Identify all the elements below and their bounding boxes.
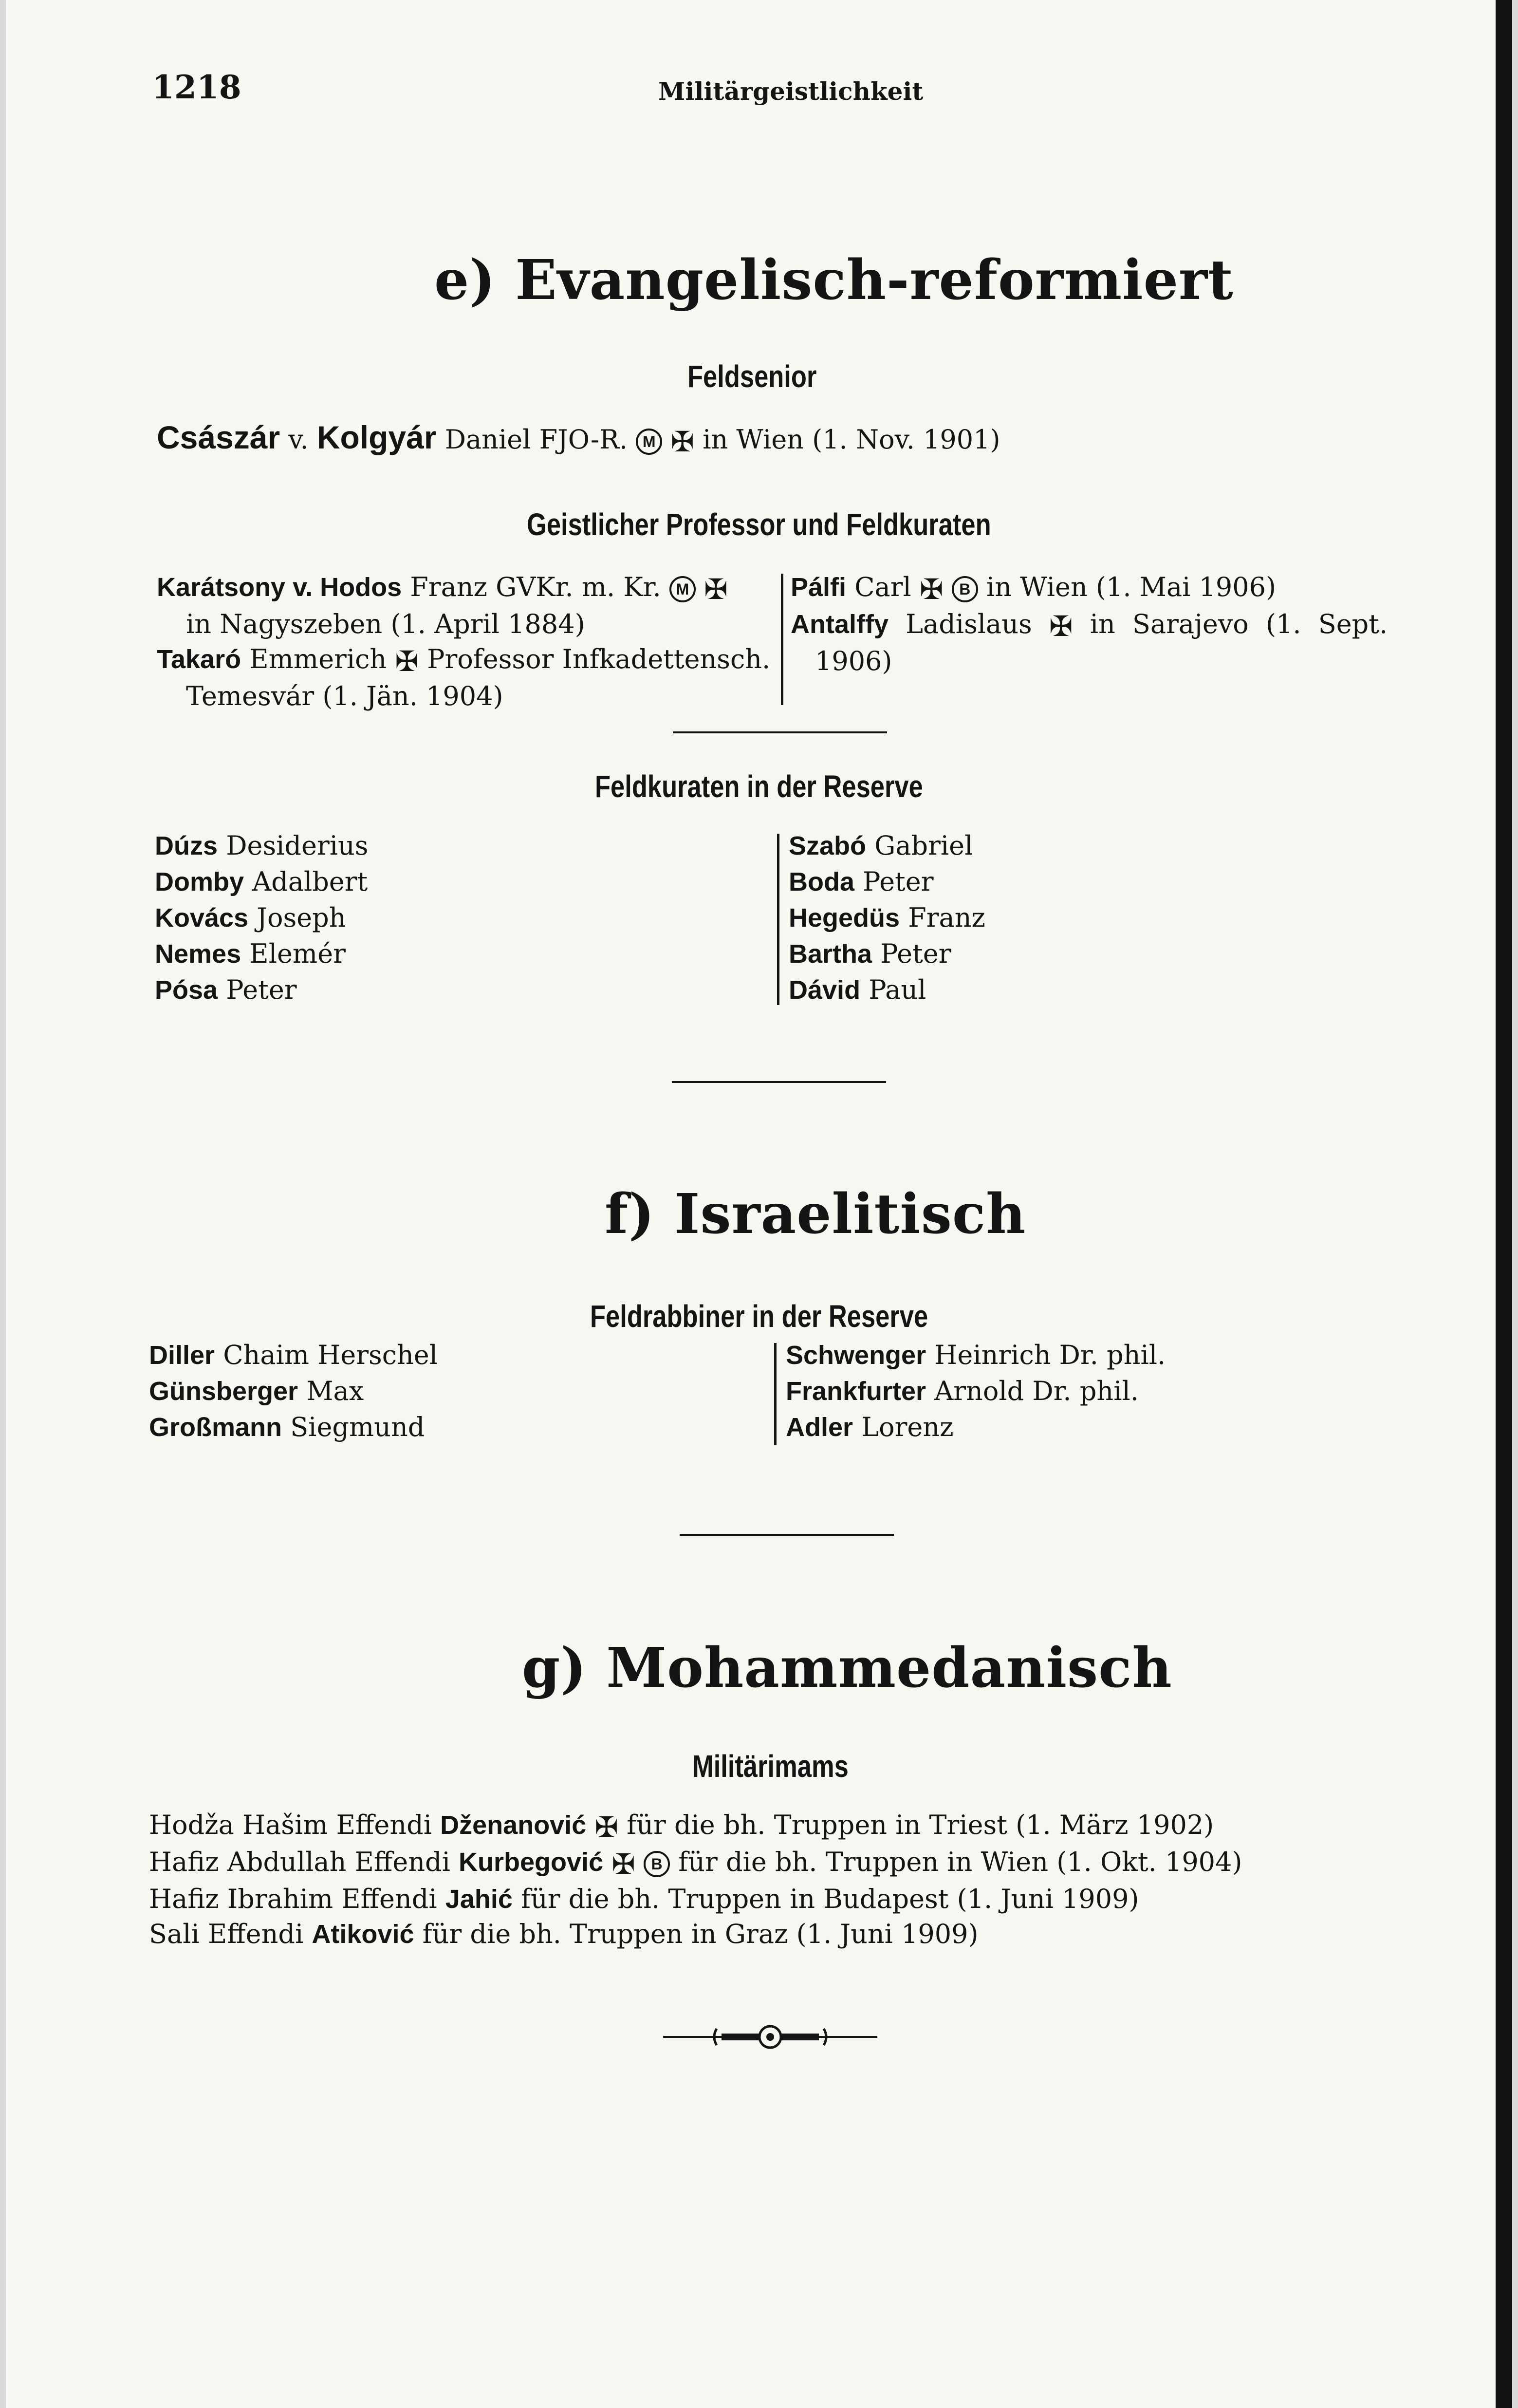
feldsenior-name-2: Kolgyár	[316, 419, 437, 455]
cross-icon: ✠	[611, 1848, 635, 1881]
ornament-dot	[766, 2033, 774, 2041]
given-name: Gabriel	[874, 830, 973, 861]
feldsenior-rest-1: Daniel FJO-R.	[444, 424, 628, 455]
section-g-title: g) Mohammedanisch	[522, 1636, 1172, 1700]
given-name: Max	[306, 1376, 364, 1406]
list-item	[149, 1409, 438, 1445]
list-item	[149, 1337, 438, 1373]
section-e-title: e) Evangelisch-reformiert	[434, 248, 1234, 312]
surname: Jahić	[445, 1885, 513, 1914]
professor-left-line-4: Temesvár (1. Jän. 1904)	[186, 681, 503, 711]
cross-icon: ✠	[920, 573, 944, 606]
feldsenior-particle: v.	[288, 424, 309, 455]
professor-left-line-2: in Nagyszeben (1. April 1884)	[186, 609, 585, 639]
list-item	[789, 972, 985, 1008]
karatsony-name: Karátsony v. Hodos	[157, 573, 402, 602]
palfi-rest: in Wien (1. Mai 1906)	[986, 572, 1277, 602]
posting: für die bh. Truppen in Triest (1. März 1902)	[627, 1810, 1214, 1840]
cross-icon: ✠	[594, 1811, 619, 1844]
medal-b-icon: B	[644, 1851, 670, 1877]
palfi-name: Pálfi	[791, 573, 847, 602]
section-f-title: f) Israelitisch	[605, 1182, 1026, 1246]
surname: Pósa	[155, 975, 218, 1005]
column-divider	[774, 1343, 777, 1445]
list-item	[786, 1373, 1166, 1409]
imam-title: Hafiz Ibrahim Effendi	[149, 1884, 437, 1914]
imam-list	[149, 1808, 1242, 1952]
palfi-given-name: Carl	[854, 572, 911, 602]
given-name: Siegmund	[290, 1412, 425, 1442]
list-item	[149, 1808, 1242, 1845]
medal-b-icon: B	[952, 576, 978, 602]
given-name: Peter	[226, 974, 297, 1005]
cross-icon: ✠	[670, 425, 695, 458]
given-name: Desiderius	[226, 830, 369, 861]
surname: Großmann	[149, 1413, 282, 1442]
separator-rule	[673, 731, 887, 733]
takaro-given-name: Emmerich	[249, 644, 387, 674]
list-item	[789, 900, 985, 936]
takaro-name: Takaró	[157, 645, 241, 674]
medal-m-icon: M	[636, 429, 662, 455]
antalffy-given-name: Ladislaus	[906, 609, 1032, 639]
page-number: 1218	[152, 68, 241, 106]
given-name: Heinrich Dr. phil.	[934, 1340, 1166, 1370]
surname: Nemes	[155, 939, 241, 969]
professor-left-line-3	[157, 642, 775, 679]
feldsenior-rest-2: in Wien (1. Nov. 1901)	[703, 424, 1000, 455]
list-item	[149, 1845, 1242, 1882]
surname: Domby	[155, 867, 244, 896]
given-name: Lorenz	[861, 1412, 954, 1442]
posting: für die bh. Truppen in Graz (1. Juni 1909)	[422, 1919, 979, 1949]
feldsenior-entry	[157, 420, 1000, 459]
rabbiner-left-list	[149, 1337, 438, 1445]
list-item	[786, 1409, 1166, 1445]
list-item	[789, 828, 985, 864]
karatsony-rest: Franz GVKr. m. Kr.	[410, 572, 661, 602]
given-name: Adalbert	[252, 866, 368, 897]
separator-rule	[672, 1081, 886, 1083]
posting: für die bh. Truppen in Wien (1. Okt. 1904)	[678, 1847, 1242, 1877]
separator-rule	[680, 1534, 894, 1536]
antalffy-name: Antalffy	[791, 610, 889, 639]
list-item	[789, 864, 985, 900]
surname: Frankfurter	[786, 1377, 926, 1406]
militarimams-heading: Militärimams	[692, 1749, 849, 1784]
list-item	[155, 936, 369, 972]
ornament-divider-icon	[663, 2020, 877, 2054]
list-item	[155, 864, 369, 900]
rabbiner-right-list	[786, 1337, 1166, 1445]
professor-right-column	[791, 570, 1414, 679]
surname: Dženanović	[440, 1811, 587, 1840]
running-title: Militärgeistlichkeit	[658, 77, 924, 106]
surname: Diller	[149, 1341, 215, 1370]
given-name: Franz	[908, 902, 985, 933]
given-name: Peter	[880, 938, 951, 969]
cross-icon: ✠	[704, 573, 728, 606]
antalffy-rest: in Sarajevo (1. Sept.	[1090, 609, 1388, 639]
imam-title: Sali Effendi	[149, 1919, 304, 1949]
surname: Boda	[789, 867, 854, 896]
surname: Hegedüs	[789, 903, 900, 933]
reserve-right-list	[789, 828, 985, 1008]
feldsenior-heading: Feldsenior	[687, 359, 817, 394]
reserve-heading: Feldkuraten in der Reserve	[595, 769, 923, 804]
surname: Kurbegović	[459, 1848, 604, 1877]
given-name: Joseph	[257, 902, 346, 933]
list-item	[149, 1882, 1242, 1917]
surname: Bartha	[789, 939, 872, 969]
imam-title: Hodža Hašim Effendi	[149, 1810, 432, 1840]
list-item	[155, 972, 369, 1008]
surname: Kovács	[155, 903, 249, 933]
surname: Atiković	[312, 1920, 414, 1949]
professor-heading: Geistlicher Professor und Feldkuraten	[527, 507, 991, 542]
professor-left-column	[157, 570, 775, 714]
surname: Schwenger	[786, 1341, 926, 1370]
surname: Adler	[786, 1413, 853, 1442]
given-name: Arnold Dr. phil.	[934, 1376, 1139, 1406]
page	[6, 0, 1512, 2408]
column-divider	[781, 574, 783, 705]
cross-icon: ✠	[395, 645, 419, 678]
professor-right-line-2	[791, 607, 1414, 644]
list-item	[789, 936, 985, 972]
posting: für die bh. Truppen in Budapest (1. Juni 1909)	[521, 1884, 1139, 1914]
imam-title: Hafiz Abdullah Effendi	[149, 1847, 450, 1877]
list-item	[149, 1373, 438, 1409]
given-name: Paul	[869, 974, 926, 1005]
given-name: Chaim Herschel	[223, 1340, 438, 1370]
column-divider	[777, 834, 779, 1005]
surname: Günsberger	[149, 1377, 298, 1406]
professor-left-line-1	[157, 570, 775, 607]
feldrabbiner-heading: Feldrabbiner in der Reserve	[590, 1299, 928, 1334]
surname: Dúzs	[155, 831, 218, 860]
medal-m-icon: M	[669, 576, 696, 602]
given-name: Elemér	[249, 938, 346, 969]
feldsenior-name-1: Császár	[157, 419, 280, 455]
surname: Szabó	[789, 831, 867, 860]
cross-icon: ✠	[1049, 610, 1073, 643]
given-name: Peter	[863, 866, 934, 897]
reserve-left-list	[155, 828, 369, 1008]
list-item	[155, 900, 369, 936]
list-item	[786, 1337, 1166, 1373]
list-item	[149, 1917, 1242, 1952]
surname: Dávid	[789, 975, 861, 1005]
professor-right-line-1	[791, 570, 1414, 607]
takaro-rest: Professor Infkadettensch.	[427, 644, 771, 674]
professor-right-line-3: 1906)	[815, 646, 892, 676]
list-item	[155, 828, 369, 864]
